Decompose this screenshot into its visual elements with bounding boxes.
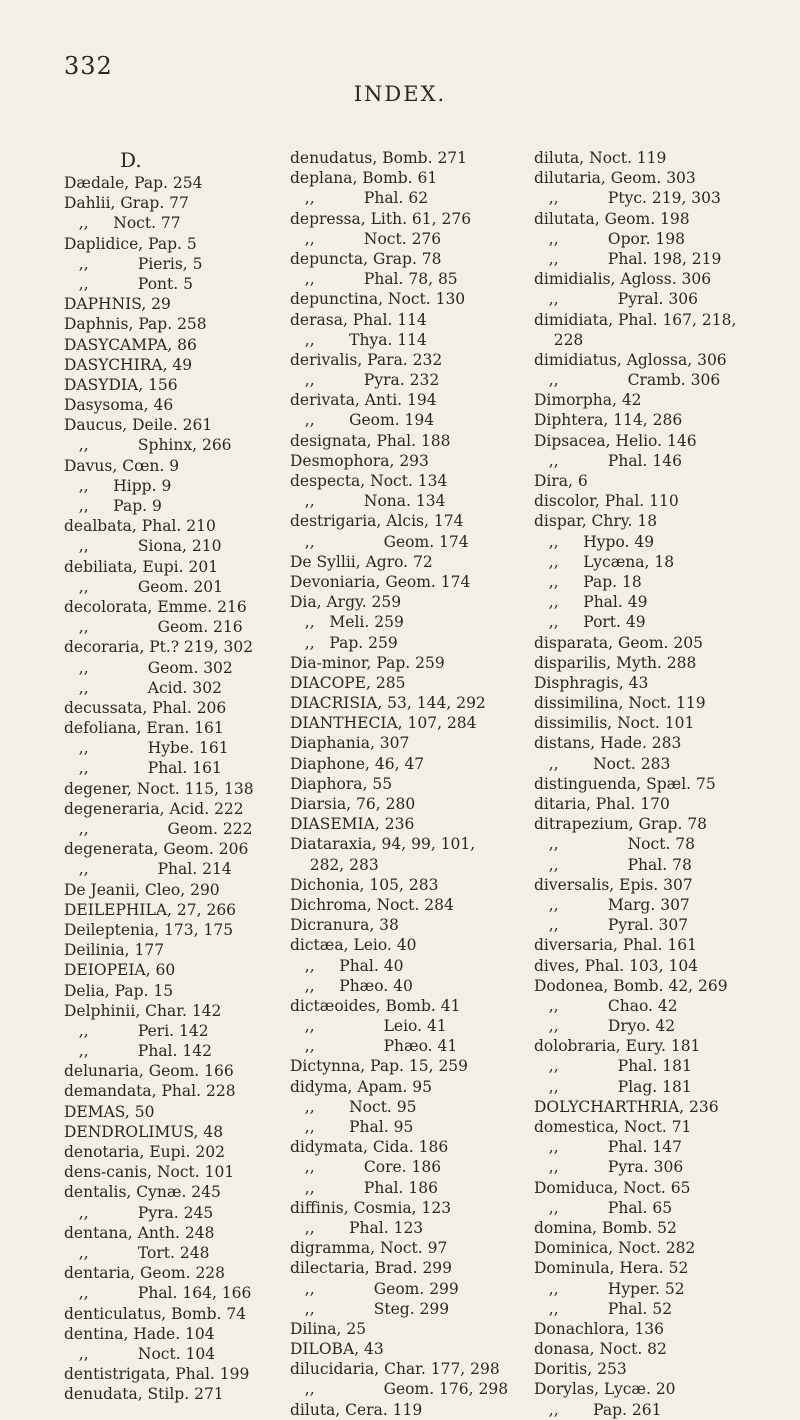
index-entry: decussata, Phal. 206 — [64, 698, 227, 717]
index-entry: ,, Geom. 216 — [64, 618, 243, 637]
index-entry: ,, Pap. 9 — [64, 497, 162, 515]
index-entry: distans, Hade. 283 — [534, 734, 682, 753]
index-entry: ,, Geom. 174 — [290, 532, 469, 551]
index-entry: dilutata, Geom. 198 — [534, 209, 690, 228]
index-entry: dilucidaria, Char. 177, 298 — [290, 1360, 500, 1379]
index-entry: ,, Geom. 194 — [290, 411, 435, 430]
index-entry: ,, Marg. 307 — [534, 895, 690, 914]
index-entry: 282, 283 — [290, 855, 379, 874]
index-entry: diluta, Cera. 119 — [290, 1400, 423, 1419]
index-entry: ,, Noct. 77 — [64, 214, 181, 233]
index-entry: Dodonea, Bomb. 42, 269 — [534, 976, 728, 995]
index-entry: Dipsacea, Helio. 146 — [534, 431, 697, 450]
index-entry: ,, Hipp. 9 — [64, 476, 172, 495]
index-entry: dentina, Hade. 104 — [64, 1324, 215, 1343]
index-entry: Dominica, Noct. 282 — [534, 1239, 696, 1258]
index-entry: distinguenda, Spæl. 75 — [534, 774, 716, 793]
index-entry: DIANTHECIA, 107, 284 — [290, 714, 477, 733]
index-entry: Daucus, Deile. 261 — [64, 416, 213, 435]
index-entry: De Jeanii, Cleo, 290 — [64, 880, 220, 899]
index-entry: ,, Phal. 49 — [534, 593, 648, 612]
index-entry: diversalis, Epis. 307 — [534, 875, 693, 894]
index-entry: DEILEPHILA, 27, 266 — [64, 900, 237, 919]
index-entry: ,, Pap. 18 — [534, 572, 642, 591]
index-entry: ,, Pyra. 232 — [290, 371, 440, 390]
index-entry: ,, Ptyc. 219, 303 — [534, 189, 721, 208]
index-entry: ,, Phal. 62 — [290, 189, 429, 208]
index-entry: denudata, Stilp. 271 — [64, 1385, 224, 1404]
index-entry: Deileptenia, 173, 175 — [64, 920, 234, 939]
index-entry: ,, Noct. 104 — [64, 1344, 216, 1363]
index-entry: ,, Noct. 276 — [290, 229, 442, 248]
index-entry: ,, Phal. 78 — [534, 855, 692, 874]
index-entry: Domiduca, Noct. 65 — [534, 1178, 691, 1197]
index-entry: Diarsia, 76, 280 — [290, 795, 416, 813]
index-entry: defoliana, Eran. 161 — [64, 719, 224, 738]
index-entry: ,, Steg. 299 — [290, 1299, 450, 1318]
running-head: INDEX. — [353, 82, 447, 106]
index-entry: ,, Chao. 42 — [534, 996, 678, 1015]
index-entry: ,, Nona. 134 — [290, 492, 446, 511]
index-entry: ,, Acid. 302 — [64, 678, 222, 697]
index-entry: ,, Lycæna, 18 — [534, 552, 675, 571]
index-entry: Donachlora, 136 — [534, 1319, 665, 1338]
index-entry: dens-canis, Noct. 101 — [64, 1163, 235, 1182]
index-entry: Daplidice, Pap. 5 — [64, 234, 197, 253]
index-entry: ,, Siona, 210 — [64, 537, 222, 556]
index-entry: ,, Geom. 201 — [64, 577, 223, 596]
index-entry: derivata, Anti. 194 — [290, 391, 437, 410]
index-entry: ,, Pyra. 245 — [64, 1203, 214, 1222]
index-entry: dolobraria, Eury. 181 — [534, 1037, 701, 1056]
index-entry: diffinis, Cosmia, 123 — [290, 1198, 452, 1217]
index-entry: decoraria, Pt.? 219, 302 — [64, 638, 254, 657]
index-entry: ,, Phal. 181 — [534, 1057, 692, 1076]
index-entry: delunaria, Geom. 166 — [64, 1062, 234, 1081]
index-entry: DIASEMIA, 236 — [290, 815, 415, 834]
index-entry: ,, Phal. 123 — [290, 1218, 424, 1237]
index-entry: ,, Sphinx, 266 — [64, 436, 232, 455]
index-entry: degeneraria, Acid. 222 — [64, 799, 244, 818]
index-entry: DIACOPE, 285 — [290, 673, 406, 692]
index-entry: diluta, Noct. 119 — [534, 149, 667, 167]
index-entry: Diataraxia, 94, 99, 101, — [290, 835, 476, 854]
index-entry: Dilina, 25 — [290, 1319, 367, 1338]
index-entry: dictæa, Leio. 40 — [290, 936, 417, 955]
index-entry: Dicranura, 38 — [290, 916, 399, 935]
page-number: 332 — [64, 52, 113, 80]
index-entry: DIACRISIA, 53, 144, 292 — [290, 694, 486, 713]
index-entry: Dictynna, Pap. 15, 259 — [290, 1057, 469, 1076]
index-entry: DASYDIA, 156 — [64, 375, 178, 394]
index-entry: ,, Phal. 161 — [64, 759, 222, 778]
index-entry: ,, Pyral. 306 — [534, 290, 698, 309]
index-entry: dissimilina, Noct. 119 — [534, 694, 706, 713]
index-entry: DEMAS, 50 — [64, 1102, 155, 1121]
index-entry: Doritis, 253 — [534, 1360, 627, 1379]
index-entry: De Syllii, Agro. 72 — [290, 552, 433, 571]
index-entry: ,, Phal. 146 — [534, 451, 682, 470]
index-entry: deplana, Bomb. 61 — [290, 169, 438, 188]
index-entry: depuncta, Grap. 78 — [290, 249, 442, 268]
index-entry: ,, Phal. 147 — [534, 1138, 682, 1157]
index-entry: ,, Phal. 95 — [290, 1118, 414, 1136]
index-entry: Daphnis, Pap. 258 — [64, 315, 207, 334]
index-entry: Diaphora, 55 — [290, 774, 393, 793]
index-entry: ,, Cramb. 306 — [534, 371, 721, 390]
index-entry: Devoniaria, Geom. 174 — [290, 572, 471, 591]
index-entry: ,, Pyral. 307 — [534, 916, 689, 935]
index-entry: denudatus, Bomb. 271 — [290, 149, 468, 167]
index-entry: degenerata, Geom. 206 — [64, 840, 249, 859]
index-entry: demandata, Phal. 228 — [64, 1082, 236, 1101]
index-entry: ,, Phal. 186 — [290, 1178, 438, 1197]
index-entry: ,, Geom. 222 — [64, 820, 253, 838]
index-entry: dentaria, Geom. 228 — [64, 1264, 226, 1283]
section-letter: D. — [120, 148, 142, 172]
index-entry: ,, Pyra. 306 — [534, 1158, 684, 1177]
index-entry: denotaria, Eupi. 202 — [64, 1143, 225, 1161]
index-entry: disparata, Geom. 205 — [534, 633, 703, 652]
index-entry: domestica, Noct. 71 — [534, 1118, 692, 1136]
index-entry: DAPHNIS, 29 — [64, 295, 171, 314]
index-entry: ,, Noct. 283 — [534, 754, 671, 773]
index-entry: disparilis, Myth. 288 — [534, 653, 697, 672]
index-entry: ,, Hyper. 52 — [534, 1279, 685, 1298]
index-entry: ,, Hybe. 161 — [64, 739, 229, 758]
index-entry: ,, Core. 186 — [290, 1158, 442, 1177]
index-entry: ditaria, Phal. 170 — [534, 795, 670, 813]
index-entry: ,, Geom. 299 — [290, 1279, 459, 1298]
index-entry: ,, Geom. 176, 298 — [290, 1380, 509, 1399]
index-entry: ,, Leio. 41 — [290, 1017, 447, 1036]
index-column-middle — [290, 148, 508, 1420]
index-entry: ,, Pap. 261 — [534, 1400, 662, 1419]
index-entry: dealbata, Phal. 210 — [64, 517, 216, 536]
index-entry: didymata, Cida. 186 — [290, 1138, 449, 1157]
index-entry: ,, Noct. 78 — [534, 835, 695, 854]
index-entry: ,, Phal. 40 — [290, 956, 404, 975]
index-entry: degener, Noct. 115, 138 — [64, 779, 254, 798]
index-entry: ,, Phal. 65 — [534, 1198, 673, 1217]
index-entry: Dia-minor, Pap. 259 — [290, 653, 445, 672]
index-entry: ,, Phæo. 41 — [290, 1037, 458, 1056]
index-entry: designata, Phal. 188 — [290, 431, 451, 450]
index-entry: ,, Phal. 78, 85 — [290, 270, 458, 289]
index-entry: diversaria, Phal. 161 — [534, 936, 697, 955]
index-entry: Davus, Cœn. 9 — [64, 456, 180, 475]
index-entry: ,, Port. 49 — [534, 613, 646, 632]
index-entry: dentana, Anth. 248 — [64, 1223, 215, 1242]
index-entry: DEIOPEIA, 60 — [64, 961, 176, 980]
index-entry: Dichonia, 105, 283 — [290, 875, 439, 894]
index-entry: ,, Pont. 5 — [64, 274, 193, 293]
index-entry: Disphragis, 43 — [534, 673, 649, 692]
index-entry: Delphinii, Char. 142 — [64, 1001, 222, 1020]
index-entry: Dahlii, Grap. 77 — [64, 194, 189, 213]
index-entry: Dichroma, Noct. 284 — [290, 895, 454, 914]
index-column-right — [534, 148, 736, 1420]
index-entry: ,, Dryo. 42 — [534, 1017, 676, 1036]
index-entry: destrigaria, Alcis, 174 — [290, 512, 464, 531]
index-entry: Diaphone, 46, 47 — [290, 754, 425, 773]
index-entry: dilutaria, Geom. 303 — [534, 169, 696, 188]
index-entry: dimidiatus, Aglossa, 306 — [534, 350, 727, 369]
index-entry: ,, Phal. 198, 219 — [534, 249, 722, 268]
index-entry: ,, Plag. 181 — [534, 1077, 692, 1096]
index-entry: ,, Tort. 248 — [64, 1243, 210, 1262]
index-entry: DASYCHIRA, 49 — [64, 355, 193, 374]
index-entry: denticulatus, Bomb. 74 — [64, 1304, 247, 1323]
index-entry: Desmophora, 293 — [290, 451, 429, 470]
index-entry: ,, Phal. 214 — [64, 860, 232, 879]
index-entry: dentalis, Cynæ. 245 — [64, 1183, 221, 1202]
index-entry: Dimorpha, 42 — [534, 391, 642, 410]
index-entry: depunctina, Noct. 130 — [290, 290, 466, 309]
index-entry: DILOBA, 43 — [290, 1340, 384, 1359]
index-entry: debiliata, Eupi. 201 — [64, 557, 219, 576]
index-entry: dissimilis, Noct. 101 — [534, 714, 695, 733]
index-entry: discolor, Phal. 110 — [534, 492, 679, 511]
index-entry: Dasysoma, 46 — [64, 396, 174, 415]
index-entry: Delia, Pap. 15 — [64, 981, 174, 1000]
index-entry: derasa, Phal. 114 — [290, 310, 427, 329]
index-entry: ,, Phæo. 40 — [290, 976, 413, 995]
index-entry: ,, Noct. 95 — [290, 1097, 417, 1116]
index-entry: ,, Pap. 259 — [290, 633, 398, 652]
index-entry: digramma, Noct. 97 — [290, 1239, 448, 1258]
index-entry: DENDROLIMUS, 48 — [64, 1122, 224, 1141]
index-entry: Deilinia, 177 — [64, 941, 165, 960]
index-entry: DASYCAMPA, 86 — [64, 335, 197, 354]
index-entry: DOLYCHARTHRIA, 236 — [534, 1097, 719, 1116]
index-entry: Dia, Argy. 259 — [290, 593, 402, 612]
index-entry: ,, Opor. 198 — [534, 229, 686, 248]
index-entry: ,, Thya. 114 — [290, 330, 427, 349]
index-entry: ditrapezium, Grap. 78 — [534, 815, 708, 834]
index-column-left — [64, 173, 254, 1404]
index-entry: dimidiata, Phal. 167, 218, — [534, 310, 737, 329]
index-entry: donasa, Noct. 82 — [534, 1340, 667, 1359]
index-entry: derivalis, Para. 232 — [290, 350, 443, 369]
index-entry: ,, Phal. 52 — [534, 1299, 673, 1318]
index-entry: dilectaria, Brad. 299 — [290, 1259, 453, 1278]
index-entry: domina, Bomb. 52 — [534, 1218, 677, 1237]
index-entry: Dædale, Pap. 254 — [64, 174, 203, 192]
index-entry: depressa, Lith. 61, 276 — [290, 209, 472, 228]
index-entry: ,, Pieris, 5 — [64, 254, 203, 273]
index-entry: ,, Geom. 302 — [64, 658, 233, 677]
index-entry: ,, Phal. 142 — [64, 1042, 212, 1061]
index-entry: decolorata, Emme. 216 — [64, 597, 247, 616]
index-entry: despecta, Noct. 134 — [290, 472, 448, 490]
index-entry: Dominula, Hera. 52 — [534, 1259, 689, 1278]
index-entry: Diaphania, 307 — [290, 734, 410, 753]
index-entry: didyma, Apam. 95 — [290, 1077, 432, 1096]
index-entry: dispar, Chry. 18 — [534, 512, 658, 531]
index-entry: ,, Peri. 142 — [64, 1021, 209, 1040]
index-entry: 228 — [534, 330, 584, 349]
index-entry: dimidialis, Agloss. 306 — [534, 270, 712, 289]
index-entry: dentistrigata, Phal. 199 — [64, 1365, 250, 1384]
index-entry: Diphtera, 114, 286 — [534, 411, 683, 430]
index-entry: dictæoides, Bomb. 41 — [290, 996, 461, 1015]
index-entry: ,, Meli. 259 — [290, 613, 404, 632]
index-entry: Dorylas, Lycæ. 20 — [534, 1380, 676, 1399]
index-entry: ,, Hypo. 49 — [534, 532, 655, 551]
index-entry: Dira, 6 — [534, 472, 588, 490]
index-entry: dives, Phal. 103, 104 — [534, 956, 699, 975]
index-entry: ,, Phal. 164, 166 — [64, 1284, 252, 1303]
